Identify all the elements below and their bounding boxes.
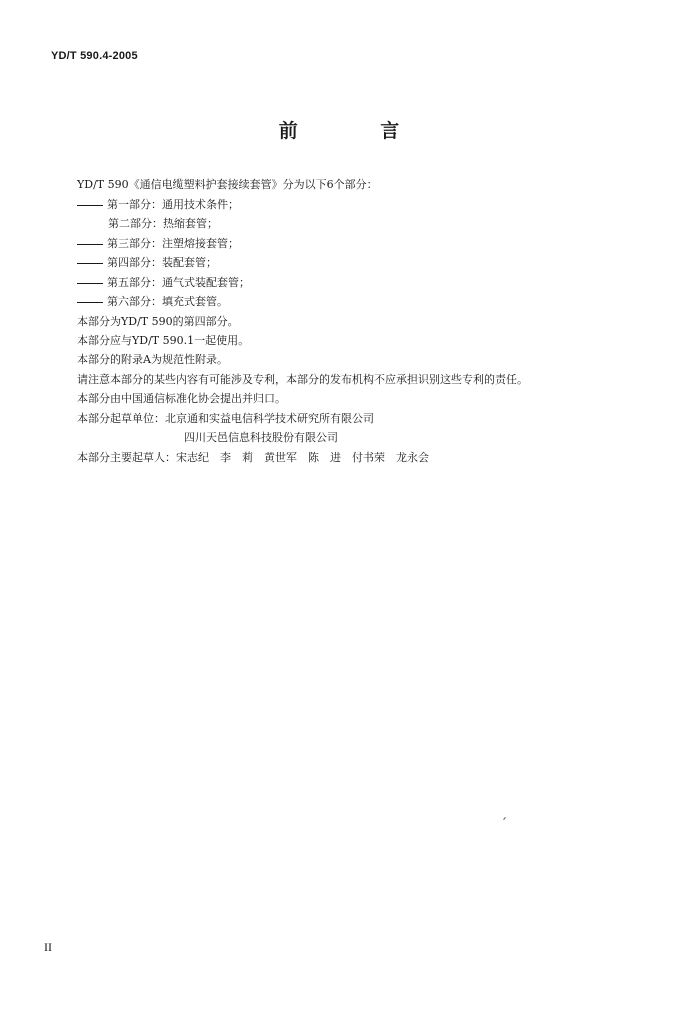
dash-mark — [77, 263, 103, 264]
dash-mark — [77, 283, 103, 284]
page-number: II — [44, 940, 52, 954]
part-text: 第六部分：填充式套管。 — [107, 295, 228, 308]
body-paragraph: 本部分应与YD/T 590.1一起使用。 — [77, 334, 250, 347]
drafting-units-label: 本部分起草单位： — [77, 412, 165, 425]
drafting-units — [77, 412, 374, 426]
drafting-unit: 北京通和实益电信科学技术研究所有限公司 — [165, 412, 374, 425]
body-paragraph: 本部分的附录A为规范性附录。 — [77, 353, 228, 366]
body-paragraph: 本部分由中国通信标准化协会提出并归口。 — [77, 392, 286, 405]
part-text: 第五部分：通气式装配套管； — [107, 276, 250, 289]
standard-number: YD/T 590.4-2005 — [51, 50, 138, 62]
body-paragraph: 请注意本部分的某些内容有可能涉及专利，本部分的发布机构不应承担识别这些专利的责任。 — [77, 373, 528, 386]
dash-mark — [77, 244, 103, 245]
part-text: 第一部分：通用技术条件； — [107, 198, 239, 211]
part-text: 第四部分：装配套管； — [107, 256, 217, 269]
part-text: 第三部分：注塑熔接套管； — [107, 237, 239, 250]
list-item — [77, 237, 239, 251]
drafting-unit: 四川天邑信息科技股份有限公司 — [184, 431, 338, 444]
part-text: 第二部分：热缩套管； — [108, 217, 218, 230]
scan-mark — [503, 817, 506, 820]
drafters-line: 本部分主要起草人：宋志纪 李 莉 黄世军 陈 进 付书荣 龙永会 — [77, 451, 429, 464]
list-item — [77, 295, 228, 309]
body-paragraph: 本部分为YD/T 590的第四部分。 — [77, 315, 239, 328]
list-item — [77, 256, 217, 270]
dash-mark — [77, 205, 103, 206]
dash-mark — [77, 302, 103, 303]
intro-paragraph: YD/T 590《通信电缆塑料护套接续套管》分为以下6个部分： — [77, 178, 378, 191]
page-title: 前 言 — [278, 120, 438, 142]
list-item — [77, 217, 218, 231]
list-item — [77, 276, 250, 290]
list-item — [77, 198, 239, 212]
